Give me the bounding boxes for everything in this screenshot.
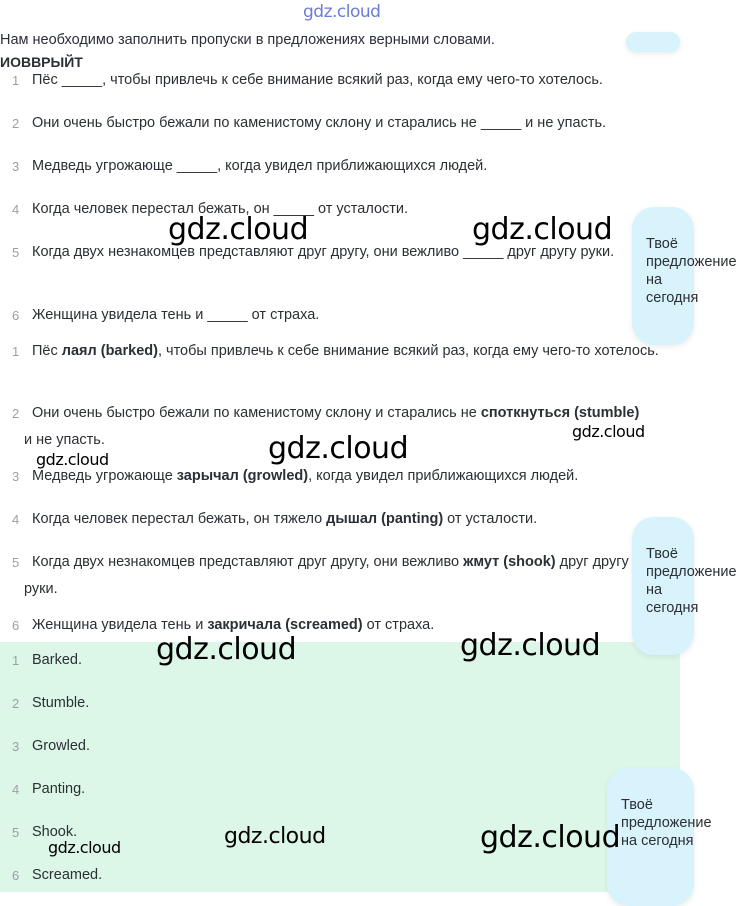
exercise-item-3: [0, 153, 660, 180]
item-text: Panting.: [32, 781, 86, 797]
item-number: 2: [12, 696, 20, 711]
item-text: Пёс лаял (barked), чтобы привлечь к себе внимание всякий раз, когда ему чего-то хотелось.: [32, 343, 659, 359]
suggestion-bubble[interactable]: Твоё предложение на сегодня: [607, 768, 694, 906]
filled-item-5: [0, 549, 640, 603]
answer-item-2: [0, 690, 660, 717]
item-text: Медведь угрожающе зарычал (growled), когда увидел приближающихся людей.: [32, 468, 579, 484]
answer-word: закричала (screamed): [207, 617, 363, 633]
item-text: Когда двух незнакомцев представляют друг другу, они вежливо _____ друг другу руки.: [32, 244, 615, 260]
watermark: gdz.cloud: [224, 824, 326, 849]
watermark: gdz.cloud: [168, 212, 309, 247]
item-text: Когда человек перестал бежать, он тяжело дышал (panting) от усталости.: [32, 511, 538, 527]
item-number: 2: [12, 406, 20, 421]
item-text: Когда человек перестал бежать, он _____ от усталости.: [32, 201, 409, 217]
item-number: 1: [12, 653, 20, 668]
item-number: 5: [12, 825, 20, 840]
watermark: gdz.cloud: [36, 450, 109, 469]
item-text: Медведь угрожающе _____, когда увидел приближающихся людей.: [32, 158, 488, 174]
item-number: 6: [12, 308, 20, 323]
item-text: Они очень быстро бежали по каменистому склону и старались не споткнуться (stumble) и не упасть.: [24, 405, 640, 448]
item-text: Они очень быстро бежали по каменистому склону и старались не _____ и не упасть.: [32, 115, 607, 131]
exercise-item-6: [0, 302, 660, 329]
item-text: Женщина увидела тень и _____ от страха.: [32, 307, 320, 323]
item-number: 5: [12, 555, 20, 570]
suggestion-bubble[interactable]: Твоё предложение на сегодня: [632, 517, 694, 655]
item-number: 6: [12, 618, 20, 633]
item-number: 3: [12, 159, 20, 174]
item-text: Shook.: [32, 824, 78, 840]
exercise-item-1: [0, 67, 660, 94]
watermark: gdz.cloud: [480, 820, 621, 855]
item-number: 1: [12, 344, 20, 359]
answer-item-4: [0, 776, 660, 803]
item-number: 2: [12, 116, 20, 131]
answer-word: зарычал (growled): [176, 468, 309, 484]
item-number: 4: [12, 782, 20, 797]
watermark: gdz.cloud: [460, 628, 601, 663]
item-number: 6: [12, 868, 20, 883]
filled-item-1: [0, 338, 668, 365]
intro-text: Нам необходимо заполнить пропуски в предложениях верными словами.: [0, 32, 495, 48]
answer-word: жмут (shook): [463, 554, 556, 570]
item-text: Пёс _____, чтобы привлечь к себе внимание всякий раз, когда ему чего-то хотелось.: [32, 72, 603, 88]
answer-word: споткнуться (stumble): [480, 405, 640, 421]
item-text: Женщина увидела тень и закричала (screamed) от страха.: [32, 617, 435, 633]
item-number: 1: [12, 73, 20, 88]
item-text: Stumble.: [32, 695, 90, 711]
item-text: Barked.: [32, 652, 82, 668]
answer-word: дышал (panting): [326, 511, 444, 527]
answer-item-3: [0, 733, 660, 760]
item-number: 3: [12, 739, 20, 754]
item-number: 4: [12, 202, 20, 217]
watermark: gdz.cloud: [268, 431, 409, 466]
item-text: Growled.: [32, 738, 91, 754]
answer-word: лаял (barked): [61, 343, 158, 359]
exercise-item-2: [0, 110, 660, 137]
section-label: ИОВВРЫЙТ: [0, 54, 83, 70]
item-number: 3: [12, 469, 20, 484]
suggestion-bubble[interactable]: [626, 32, 680, 52]
watermark: gdz.cloud: [48, 838, 121, 857]
watermark: gdz.cloud: [472, 212, 613, 247]
item-number: 5: [12, 245, 20, 260]
watermark: gdz.cloud: [156, 632, 297, 667]
site-mark[interactable]: gdz.cloud: [303, 2, 381, 22]
suggestion-bubble[interactable]: Твоё предложение на сегодня: [632, 207, 694, 345]
answer-item-6: [0, 862, 660, 889]
item-text: Когда двух незнакомцев представляют друг другу, они вежливо жмут (shook) друг другу руки.: [24, 554, 629, 597]
watermark: gdz.cloud: [572, 422, 645, 441]
item-text: Screamed.: [32, 867, 103, 883]
item-number: 4: [12, 512, 20, 527]
filled-item-4: [0, 506, 660, 533]
